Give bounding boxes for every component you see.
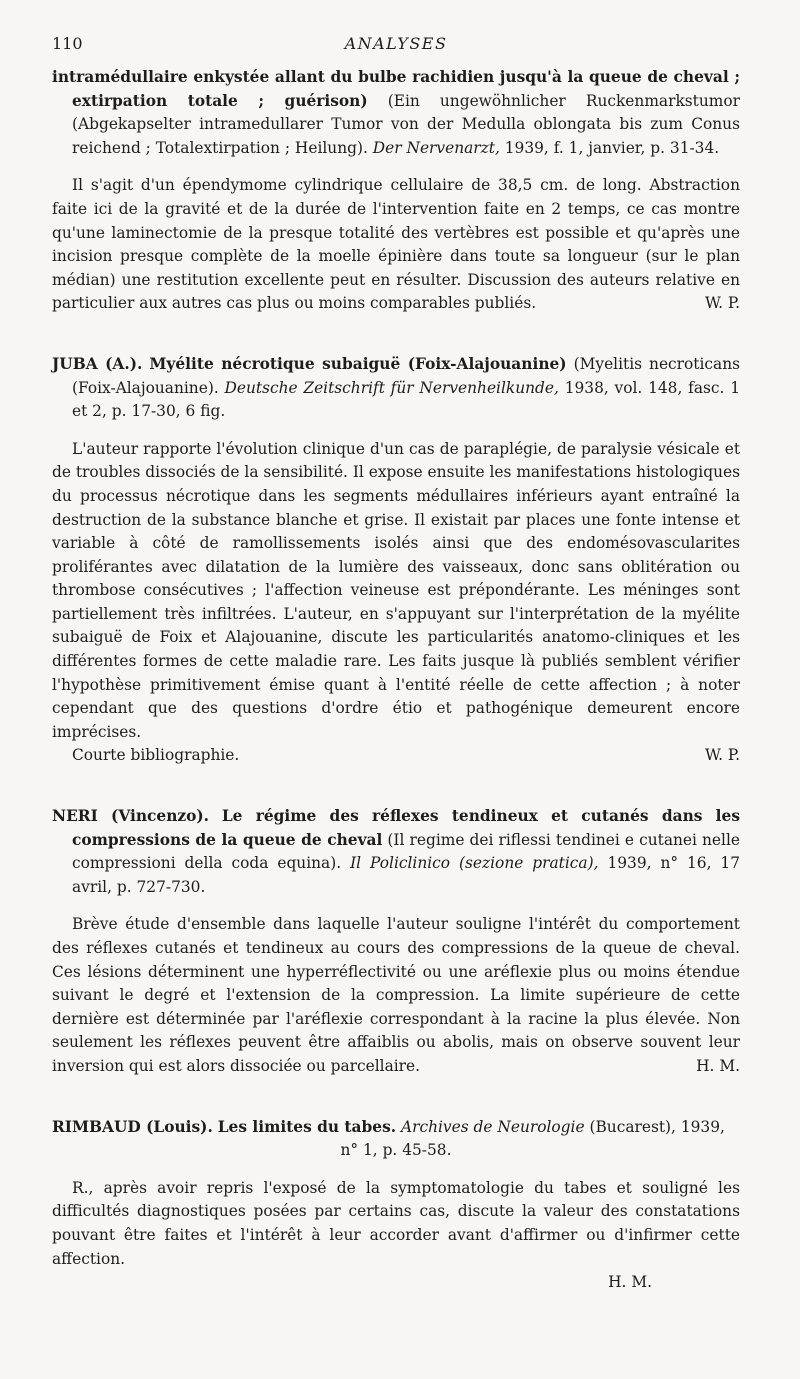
entry2-note-line	[52, 744, 740, 768]
entry3-journal: Il Policlinico (sezione pratica),	[350, 854, 599, 873]
entry4-author: RIMBAUD (Louis).	[52, 1117, 213, 1136]
entry2-title: Myélite nécrotique subaiguë (Foix-Alajouanine)	[149, 354, 567, 373]
entry2-note: Courte bibliographie.	[72, 746, 240, 765]
entry3-citation: 1939, n° 16, 17 avril, p. 727-730.	[72, 854, 741, 896]
page-header	[52, 32, 740, 56]
entry4-citation-a: (Bucarest), 1939,	[589, 1117, 725, 1136]
entry1-body: Il s'agit d'un épendymome cylindrique cellulaire de 38,5 cm. de long. Abstraction faite ici de la gravité et de la durée de l'intervention faite en 2 temps, ce cas montre qu'une laminectomie de la presque totalité des vertèbres est possible et qu'après une incision presque complète de la moelle épinière dans toute sa longueur (sur le plan médian) une restitution excellente peut en résulter. Discussion des auteurs relative en particulier aux autres cas plus ou moins comparables publiés.	[52, 176, 740, 313]
entry4-reference	[52, 1116, 740, 1140]
entry3-translation: (Il regime dei riflessi tendinei e cutanei nelle compressioni della coda equina).	[72, 830, 740, 873]
entry3-body: Brève étude d'ensemble dans laquelle l'auteur souligne l'intérêt du comportement des réflexes cutanés et tendineux au cours des compressions de la queue de cheval. Ces lésions déterminent une hyperréflectivité ou une aréflexie plus ou moins étendue suivant le degré et l'extension de la compression. La limite supérieure de cette dernière est déterminée par l'aréflexie correspondant à la racine la plus élevée. Non seulement les réflexes peuvent être affaiblis ou abolis, mais on observe souvent leur inversion qui est alors dissociée ou parcellaire.	[52, 915, 740, 1075]
entry2-abstract: L'auteur rapporte l'évolution clinique d'un cas de paraplégie, de paralysie vésicale et de troubles dissociés de la sensibilité. Il expose ensuite les manifestations histologiques du processus nécrotique dans les segments médullaires inférieurs ayant entraîné la destruction de la substance blanche et grise. Il existait par places une fonte intense et variable à côté de ramollissements isolés ainsi que des endomésovascularites proliférantes avec dilatation de la lumière des vaisseaux, donc sans oblitération ou thrombose consécutives ; l'affection veineuse est prépondérante. Les méninges sont partiellement très infiltrées. L'auteur, en s'appuyant sur l'interprétation de la myélite subaiguë de Foix et Alajouanine, discute les particularités anatomo-cliniques et les différentes formes de cette maladie rare. Les faits jusque là publiés semblent vérifier l'hypothèse primitivement émise quant à l'entité réelle de cette affection ; à noter cependant que des questions d'ordre étio et pathogénique demeurent encore imprécises.	[52, 439, 740, 741]
entry4-signature: H. M.	[608, 1273, 652, 1292]
entry3-title: Le régime des réflexes tendineux et cutanés dans les compressions de la queue de cheval	[72, 807, 740, 849]
entry2-journal: Deutsche Zeitschrift für Nervenheilkunde,	[224, 378, 559, 397]
entry3-author: NERI (Vincenzo).	[52, 807, 210, 826]
entry1-title: intramédullaire enkystée allant du bulbe rachidien jusqu'à la queue de cheval ; extirpation totale ; guérison)	[52, 68, 740, 110]
entry3-abstract	[52, 913, 740, 1078]
entry4-citation-b: n° 1, p. 45-58.	[340, 1141, 452, 1160]
entry2-reference	[52, 353, 740, 424]
entry2-author: JUBA (A.).	[52, 354, 143, 373]
entry3-signature: H. M.	[696, 1056, 740, 1075]
entry1-citation: 1939, f. 1, janvier, p. 31-34.	[504, 138, 720, 157]
page	[52, 32, 740, 1295]
page-number: 110	[52, 34, 83, 53]
entry2-citation: 1938, vol. 148, fasc. 1 et 2, p. 17-30, 6 fig.	[72, 378, 740, 421]
entry1-reference	[52, 66, 740, 160]
entry3-reference	[52, 805, 740, 899]
entry2-signature: W. P.	[704, 746, 740, 765]
entry1-translation: (Ein ungewöhnlicher Ruckenmarkstumor (Abgekapselter intramedullarer Tumor von der Medulla oblongata bis zum Conus reichend ; Totalextirpation ; Heilung).	[72, 91, 740, 157]
entry4-abstract: R., après avoir repris l'exposé de la symptomatologie du tabes et souligné les difficultés diagnostiques posées par certains cas, discute la valeur des constatations pouvant être faites et l'intérêt à leur accorder avant d'affirmer ou d'infirmer cette affection.	[52, 1178, 740, 1268]
entry4-journal: Archives de Neurologie	[401, 1117, 585, 1136]
entry1-journal: Der Nervenarzt,	[372, 138, 500, 157]
entry2-translation: (Myelitis necroticans (Foix-Alajouanine).	[72, 354, 741, 397]
running-title: ANALYSES	[344, 34, 448, 53]
entry1-signature: W. P.	[704, 294, 740, 313]
entry1-abstract	[52, 174, 740, 316]
entry4-title: Les limites du tabes.	[217, 1117, 397, 1136]
